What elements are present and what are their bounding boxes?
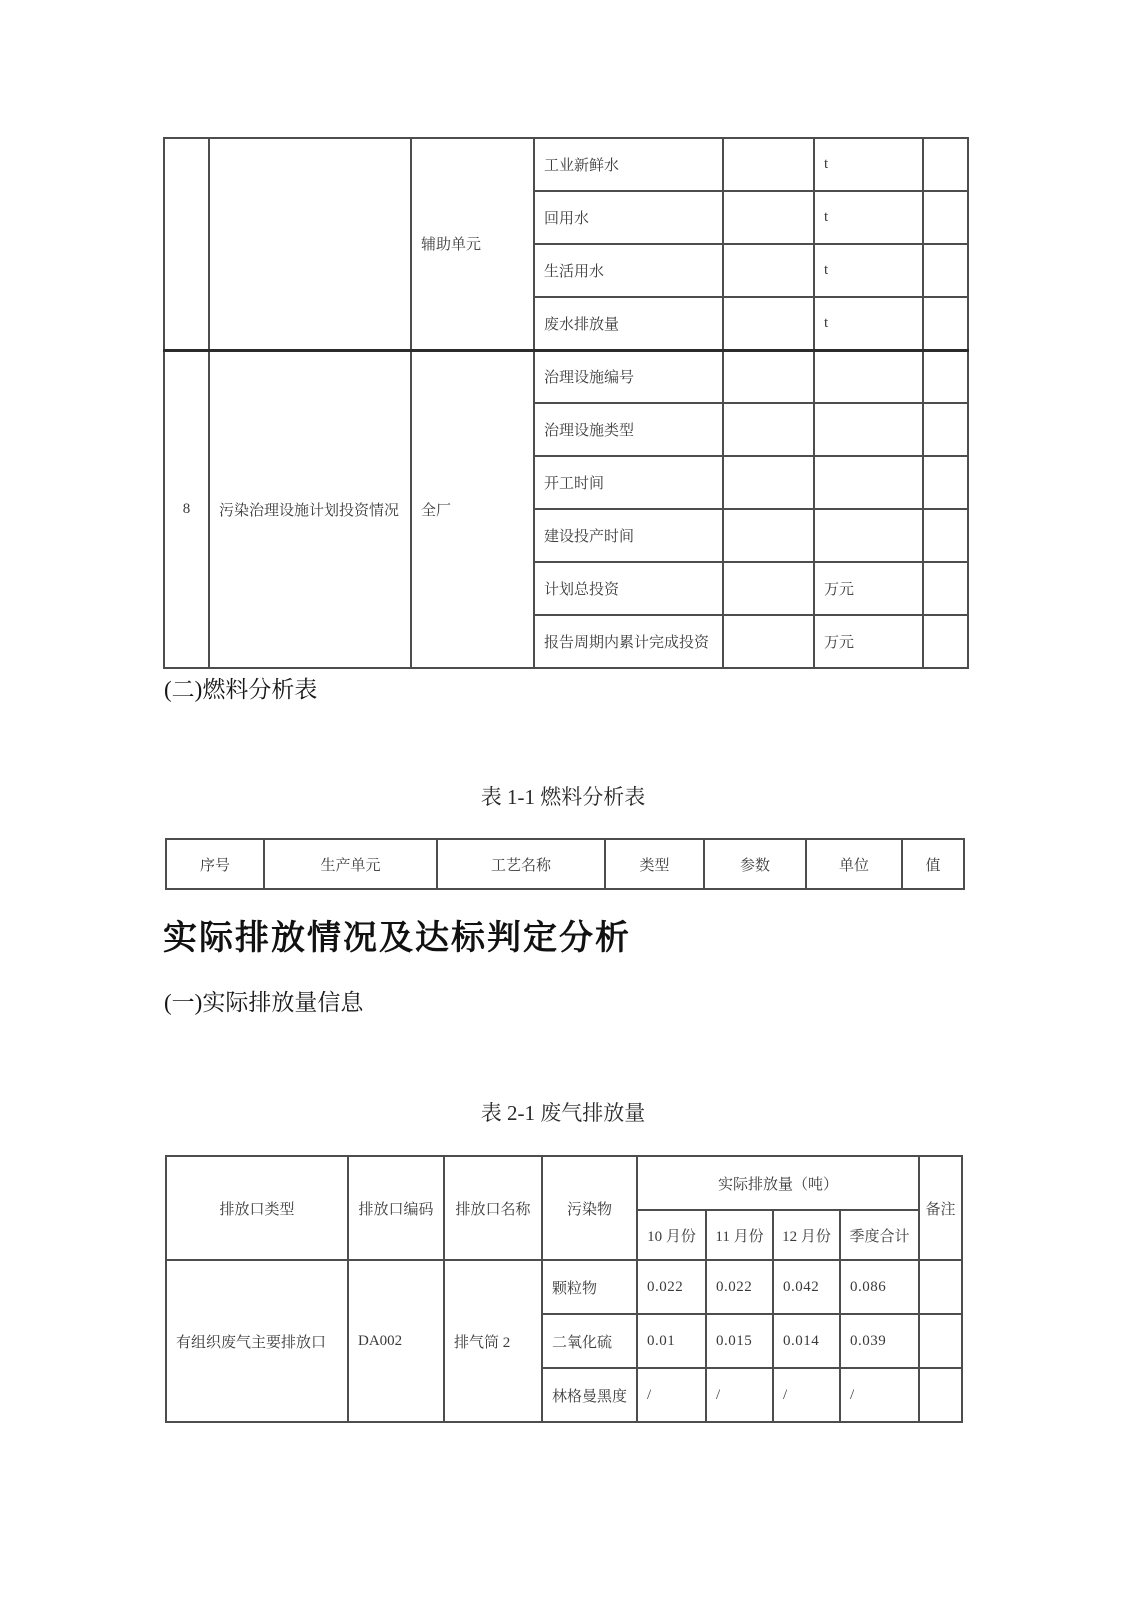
unit-cell xyxy=(814,350,923,403)
month11-value-cell: 0.022 xyxy=(706,1260,773,1314)
unit-group-cell: 全厂 xyxy=(411,350,534,668)
table-caption-fuel: 表 1-1 燃料分析表 xyxy=(480,785,646,809)
unit-cell: t xyxy=(814,297,923,350)
column-header-process-name: 工艺名称 xyxy=(437,839,605,889)
plant-info-table xyxy=(163,137,969,669)
remark-cell xyxy=(923,509,968,562)
table-row xyxy=(166,1260,962,1314)
item-cell: 计划总投资 xyxy=(534,562,723,615)
table-header-row xyxy=(166,1156,962,1210)
item-cell: 治理设施类型 xyxy=(534,403,723,456)
column-header-actual-amount-group: 实际排放量（吨） xyxy=(637,1156,919,1210)
unit-cell xyxy=(814,456,923,509)
remark-cell xyxy=(923,297,968,350)
value-cell xyxy=(723,456,814,509)
remark-cell xyxy=(919,1368,962,1422)
item-cell: 工业新鲜水 xyxy=(534,138,723,191)
row-index-cell: 8 xyxy=(164,350,209,668)
fuel-analysis-table xyxy=(165,838,965,890)
column-header-type: 类型 xyxy=(605,839,704,889)
value-cell xyxy=(723,509,814,562)
value-cell xyxy=(723,191,814,244)
column-header-quarter-total: 季度合计 xyxy=(840,1210,919,1260)
quarter-total-cell: 0.039 xyxy=(840,1314,919,1368)
unit-cell: t xyxy=(814,244,923,297)
value-cell xyxy=(723,562,814,615)
month12-value-cell: 0.014 xyxy=(773,1314,840,1368)
table-row xyxy=(164,350,968,403)
outlet-type-cell: 有组织废气主要排放口 xyxy=(166,1260,348,1422)
value-cell xyxy=(723,403,814,456)
item-cell: 生活用水 xyxy=(534,244,723,297)
column-header-month-10: 10 月份 xyxy=(637,1210,706,1260)
unit-cell: t xyxy=(814,138,923,191)
column-header-parameter: 参数 xyxy=(704,839,806,889)
row-index-cell xyxy=(164,138,209,350)
outlet-code-cell: DA002 xyxy=(348,1260,444,1422)
unit-cell: 万元 xyxy=(814,615,923,668)
value-cell xyxy=(723,138,814,191)
outlet-name-cell: 排气筒 2 xyxy=(444,1260,542,1422)
unit-group-cell: 辅助单元 xyxy=(411,138,534,350)
column-header-remark: 备注 xyxy=(919,1156,962,1260)
month12-value-cell: 0.042 xyxy=(773,1260,840,1314)
remark-cell xyxy=(923,615,968,668)
main-heading: 实际排放情况及达标判定分析 xyxy=(163,920,631,957)
emission-table xyxy=(165,1155,963,1423)
unit-cell xyxy=(814,509,923,562)
month11-value-cell: 0.015 xyxy=(706,1314,773,1368)
item-cell: 废水排放量 xyxy=(534,297,723,350)
section-heading-actual-emission: (一)实际排放量信息 xyxy=(164,990,364,1015)
remark-cell xyxy=(923,403,968,456)
unit-cell: 万元 xyxy=(814,562,923,615)
column-header-outlet-name: 排放口名称 xyxy=(444,1156,542,1260)
column-header-production-unit: 生产单元 xyxy=(264,839,437,889)
column-header-index: 序号 xyxy=(166,839,264,889)
table-row xyxy=(164,138,968,191)
item-cell: 开工时间 xyxy=(534,456,723,509)
item-cell: 治理设施编号 xyxy=(534,350,723,403)
remark-cell xyxy=(923,138,968,191)
month10-value-cell: 0.01 xyxy=(637,1314,706,1368)
value-cell xyxy=(723,350,814,403)
column-header-month-12: 12 月份 xyxy=(773,1210,840,1260)
remark-cell xyxy=(923,191,968,244)
month11-value-cell: / xyxy=(706,1368,773,1422)
remark-cell xyxy=(923,244,968,297)
category-cell: 污染治理设施计划投资情况 xyxy=(209,350,411,668)
table-caption-emission: 表 2-1 废气排放量 xyxy=(480,1101,646,1125)
month10-value-cell: / xyxy=(637,1368,706,1422)
column-header-unit: 单位 xyxy=(806,839,902,889)
remark-cell xyxy=(923,456,968,509)
item-cell: 回用水 xyxy=(534,191,723,244)
quarter-total-cell: / xyxy=(840,1368,919,1422)
value-cell xyxy=(723,297,814,350)
category-cell xyxy=(209,138,411,350)
column-header-outlet-code: 排放口编码 xyxy=(348,1156,444,1260)
column-header-pollutant: 污染物 xyxy=(542,1156,637,1260)
column-header-outlet-type: 排放口类型 xyxy=(166,1156,348,1260)
item-cell: 报告周期内累计完成投资 xyxy=(534,615,723,668)
unit-cell: t xyxy=(814,191,923,244)
pollutant-cell: 颗粒物 xyxy=(542,1260,637,1314)
value-cell xyxy=(723,244,814,297)
column-header-value: 值 xyxy=(902,839,964,889)
pollutant-cell: 林格曼黑度 xyxy=(542,1368,637,1422)
section-heading-fuel-analysis: (二)燃料分析表 xyxy=(164,677,318,702)
unit-cell xyxy=(814,403,923,456)
remark-cell xyxy=(919,1260,962,1314)
item-cell: 建设投产时间 xyxy=(534,509,723,562)
month10-value-cell: 0.022 xyxy=(637,1260,706,1314)
remark-cell xyxy=(919,1314,962,1368)
value-cell xyxy=(723,615,814,668)
quarter-total-cell: 0.086 xyxy=(840,1260,919,1314)
remark-cell xyxy=(923,562,968,615)
month12-value-cell: / xyxy=(773,1368,840,1422)
remark-cell xyxy=(923,350,968,403)
column-header-month-11: 11 月份 xyxy=(706,1210,773,1260)
table-header-row xyxy=(166,839,964,889)
pollutant-cell: 二氧化硫 xyxy=(542,1314,637,1368)
